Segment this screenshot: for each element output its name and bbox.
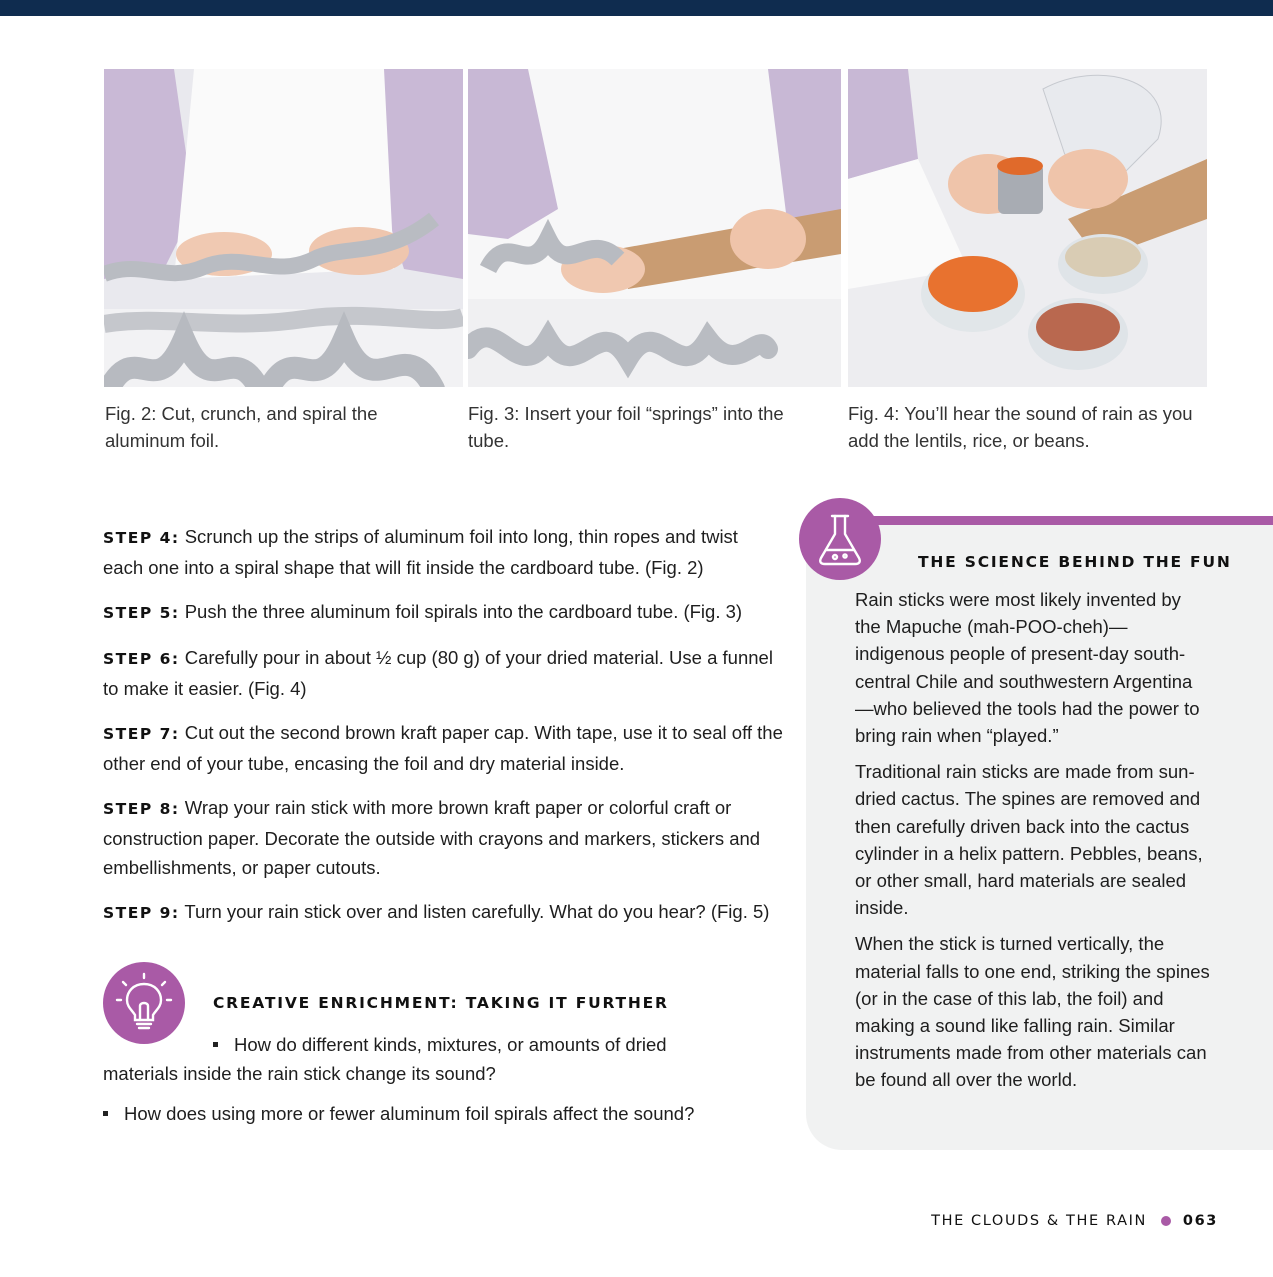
figure-4-photo [848,69,1207,387]
science-body [855,586,1210,1103]
sidebar-accent-bar [868,516,1273,525]
top-color-bar [0,0,1273,16]
footer-dot-icon [1161,1216,1171,1226]
step-4 [103,522,783,582]
step-8 [103,793,783,882]
question-text: How do different kinds, mixtures, or amounts of dried materials inside the rain stick change its sound? [103,1034,667,1084]
step-label: STEP 9: [103,904,180,922]
science-paragraph: Rain sticks were most likely invented by the Mapuche (mah-POO-cheh)—indigenous people of present-day south-central Chile and southwestern Argentina—who believed the tools had the power to bring rain when “played.” [855,589,1200,747]
step-label: STEP 5: [103,604,180,622]
step-label: STEP 4: [103,529,180,547]
flask-icon [799,498,881,580]
step-9 [103,897,783,928]
page-number: 063 [1182,1213,1218,1229]
science-title: THE SCIENCE BEHIND THE FUN [918,553,1232,571]
science-paragraph: When the stick is turned vertically, the material falls to one end, striking the spines (or in the case of this lab, the foil) and making a sound like falling rain. Similar instruments made from other materials can be found all over the world. [855,933,1210,1091]
step-text: Turn your rain stick over and listen carefully. What do you hear? (Fig. 5) [179,901,770,922]
page-footer [931,1213,1218,1229]
bullet-icon [213,1042,218,1047]
steps-list [103,522,783,943]
figure-4-caption: Fig. 4: You’ll hear the sound of rain as you add the lentils, rice, or beans. [848,403,1193,451]
footer-section-title: THE CLOUDS & THE RAIN [931,1213,1147,1229]
enrichment-title: CREATIVE ENRICHMENT: TAKING IT FURTHER [213,994,669,1012]
science-paragraph: Traditional rain sticks are made from sun-dried cactus. The spines are removed and then carefully driven back into the cactus cylinder in a helix pattern. Pebbles, beans, or other small, hard materials are sealed inside. [855,761,1203,919]
step-text: Carefully pour in about ½ cup (80 g) of your dried material. Use a funnel to make it easier. (Fig. 4) [103,647,773,699]
step-7 [103,718,783,778]
step-text: Scrunch up the strips of aluminum foil into long, thin ropes and twist each one into a spiral shape that will fit inside the cardboard tube. (Fig. 2) [103,526,738,578]
figure-3-caption: Fig. 3: Insert your foil “springs” into the tube. [468,403,784,451]
step-label: STEP 7: [103,725,180,743]
step-label: STEP 8: [103,800,180,818]
enrichment-question [103,1099,763,1128]
figure-3-photo [468,69,841,387]
step-text: Wrap your rain stick with more brown kraft paper or colorful craft or construction paper. Decorate the outside with crayons and markers, stickers and embellishments, or paper cutouts. [103,797,761,878]
question-text: How does using more or fewer aluminum foil spirals affect the sound? [124,1103,695,1124]
step-6 [103,643,783,703]
step-label: STEP 6: [103,650,180,668]
figure-2-photo [104,69,463,387]
enrichment-question [103,1030,723,1088]
step-text: Cut out the second brown kraft paper cap. With tape, use it to seal off the other end of your tube, encasing the foil and dry material inside. [103,722,783,774]
bullet-icon [103,1111,108,1116]
step-5 [103,597,783,628]
figure-2-caption: Fig. 2: Cut, crunch, and spiral the aluminum foil. [105,403,378,451]
step-text: Push the three aluminum foil spirals into the cardboard tube. (Fig. 3) [179,601,743,622]
